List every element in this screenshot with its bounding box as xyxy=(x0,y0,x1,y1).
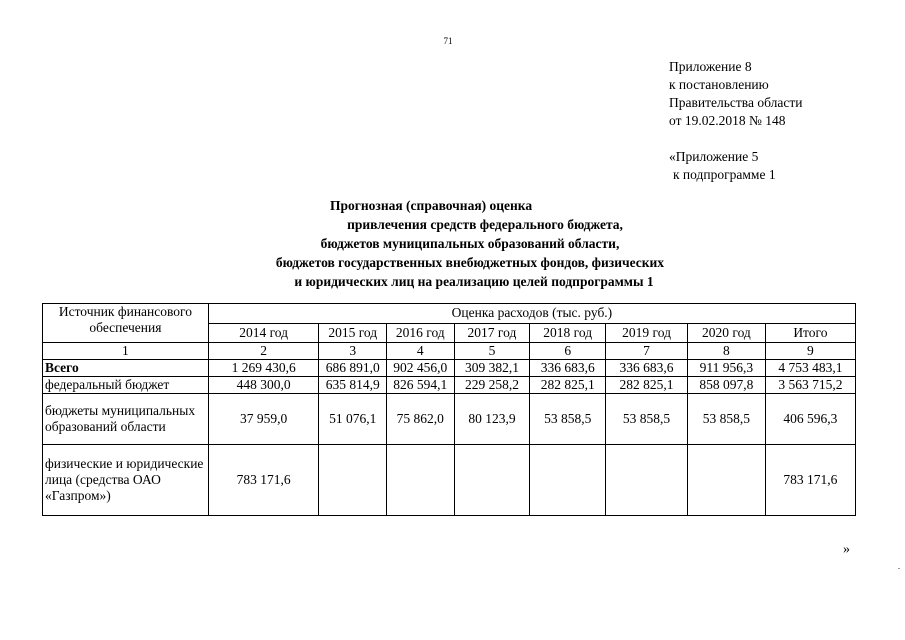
funding-table xyxy=(42,303,856,516)
table-row-legal-entities xyxy=(43,445,856,516)
row-value: 4 753 483,1 xyxy=(765,360,855,377)
title-line: бюджетов государственных внебюджетных фондов, физических xyxy=(275,255,665,270)
appendix-line: Приложение 8 xyxy=(669,59,752,74)
row-value: 858 097,8 xyxy=(688,377,766,394)
row-value: 911 956,3 xyxy=(688,360,766,377)
header-source: Источник финансового обеспечения xyxy=(43,304,209,343)
table-header-row xyxy=(43,304,856,324)
row-value: 783 171,6 xyxy=(208,445,319,516)
row-value: 51 076,1 xyxy=(319,394,387,445)
row-value: 53 858,5 xyxy=(688,394,766,445)
row-value: 80 123,9 xyxy=(454,394,530,445)
appendix-line: к постановлению xyxy=(669,77,769,92)
subappendix-line: к подпрограмме 1 xyxy=(673,167,776,182)
row-value: 75 862,0 xyxy=(387,394,455,445)
row-value: 229 258,2 xyxy=(454,377,530,394)
column-number: 9 xyxy=(765,343,855,360)
year-header: 2018 год xyxy=(530,323,606,343)
row-value: 826 594,1 xyxy=(387,377,455,394)
row-value: 3 563 715,2 xyxy=(765,377,855,394)
year-header: 2015 год xyxy=(319,323,387,343)
row-value: 635 814,9 xyxy=(319,377,387,394)
title-line: привлечения средств федерального бюджета, xyxy=(347,217,623,232)
row-value: 53 858,5 xyxy=(530,394,606,445)
column-number: 4 xyxy=(387,343,455,360)
row-value: 53 858,5 xyxy=(606,394,688,445)
year-header: 2016 год xyxy=(387,323,455,343)
row-value: 282 825,1 xyxy=(530,377,606,394)
table-row-federal xyxy=(43,377,856,394)
appendix-reference xyxy=(669,58,802,130)
document-title xyxy=(210,196,730,291)
column-number: 6 xyxy=(530,343,606,360)
title-line: и юридических лиц на реализацию целей подпрограммы 1 xyxy=(294,274,654,289)
row-source: бюджеты муниципальных образований области xyxy=(43,394,209,445)
row-value: 1 269 430,6 xyxy=(208,360,319,377)
table-row-municipal xyxy=(43,394,856,445)
row-source: федеральный бюджет xyxy=(43,377,209,394)
row-value xyxy=(688,445,766,516)
row-source: Всего xyxy=(43,360,209,377)
header-estimate: Оценка расходов (тыс. руб.) xyxy=(208,304,855,324)
appendix-line: Правительства области xyxy=(669,95,803,110)
subappendix-line: «Приложение 5 xyxy=(669,149,759,164)
row-value: 686 891,0 xyxy=(319,360,387,377)
scan-speck xyxy=(898,568,900,569)
title-line: Прогнозная (справочная) оценка xyxy=(330,198,533,213)
column-number: 2 xyxy=(208,343,319,360)
table-row-total xyxy=(43,360,856,377)
column-number: 8 xyxy=(688,343,766,360)
row-value: 37 959,0 xyxy=(208,394,319,445)
appendix-line: от 19.02.2018 № 148 xyxy=(669,113,786,128)
year-header: Итого xyxy=(765,323,855,343)
row-value: 336 683,6 xyxy=(606,360,688,377)
column-number: 5 xyxy=(454,343,530,360)
year-header: 2014 год xyxy=(208,323,319,343)
row-value: 783 171,6 xyxy=(765,445,855,516)
row-value: 282 825,1 xyxy=(606,377,688,394)
row-value xyxy=(454,445,530,516)
year-header: 2019 год xyxy=(606,323,688,343)
row-value xyxy=(530,445,606,516)
row-value xyxy=(387,445,455,516)
title-line: бюджетов муниципальных образований области, xyxy=(320,236,620,251)
closing-quote: » xyxy=(843,542,850,557)
page-number: 71 xyxy=(443,36,453,46)
year-header: 2017 год xyxy=(454,323,530,343)
row-value xyxy=(606,445,688,516)
row-value: 309 382,1 xyxy=(454,360,530,377)
row-source: физические и юридические лица (средства ОАО «Газпром») xyxy=(43,445,209,516)
row-value xyxy=(319,445,387,516)
table-colnum-row xyxy=(43,343,856,360)
row-value: 448 300,0 xyxy=(208,377,319,394)
subappendix-reference xyxy=(669,148,776,184)
row-value: 336 683,6 xyxy=(530,360,606,377)
column-number: 7 xyxy=(606,343,688,360)
column-number: 3 xyxy=(319,343,387,360)
year-header: 2020 год xyxy=(688,323,766,343)
row-value: 902 456,0 xyxy=(387,360,455,377)
row-value: 406 596,3 xyxy=(765,394,855,445)
column-number: 1 xyxy=(43,343,209,360)
